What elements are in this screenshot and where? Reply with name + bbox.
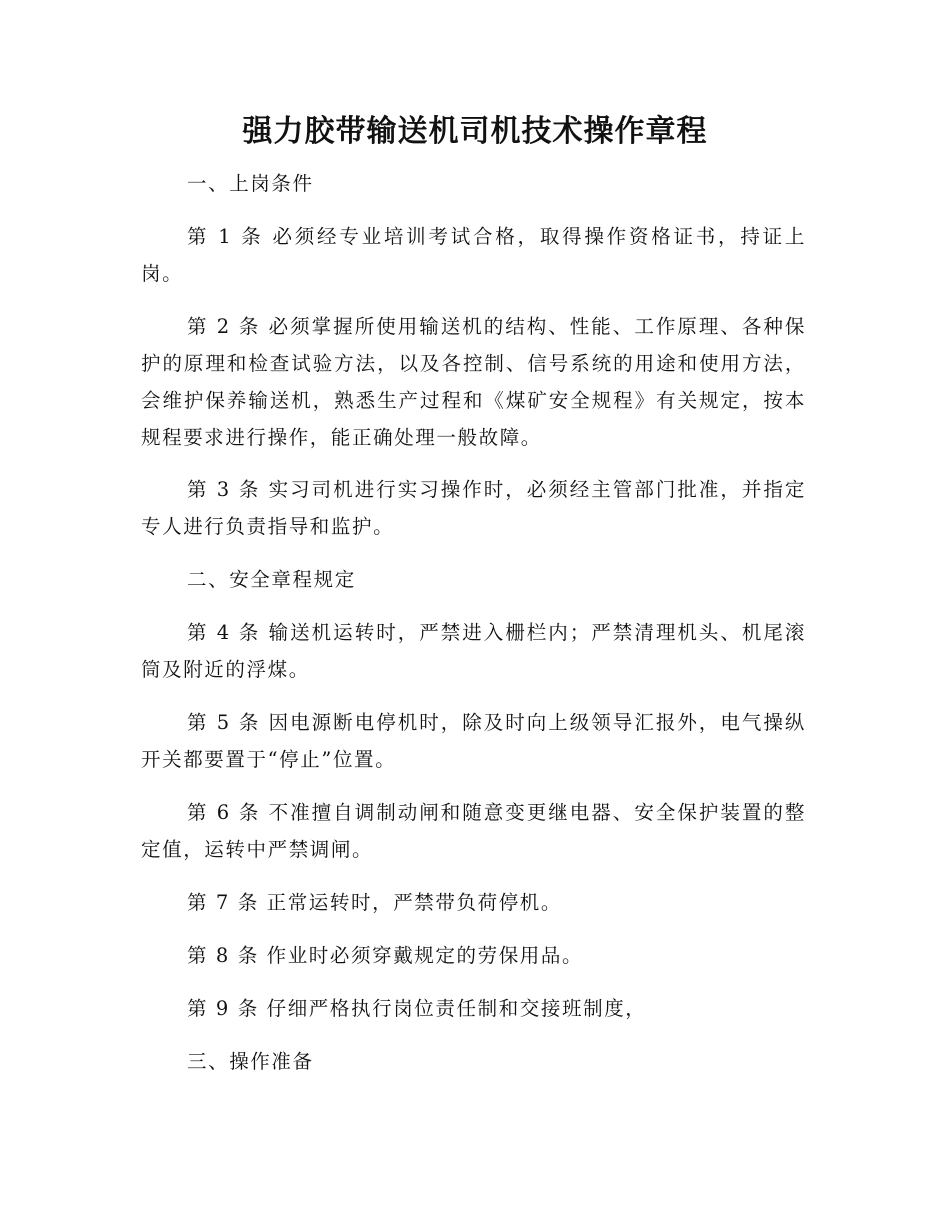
- article-7: 第 7 条 正常运转时，严禁带负荷停机。: [187, 891, 563, 914]
- section-heading-2: 二、安全章程规定: [187, 568, 356, 591]
- section-heading-1: 一、上岗条件: [187, 172, 314, 195]
- article-1: 第 1 条 必须经专业培训考试合格，取得操作资格证书，持证上岗。: [141, 225, 806, 285]
- section-heading-3: 三、操作准备: [187, 1050, 314, 1073]
- document-title: 强力胶带输送机司机技术操作章程: [242, 114, 708, 149]
- article-6: 第 6 条 不准擅自调制动闸和随意变更继电器、安全保护装置的整定值，运转中严禁调闸。: [141, 801, 806, 861]
- article-8: 第 8 条 作业时必须穿戴规定的劳保用品。: [187, 944, 584, 967]
- article-3: 第 3 条 实习司机进行实习操作时，必须经主管部门批准，并指定专人进行负责指导和监护。: [141, 478, 806, 538]
- article-2: 第 2 条 必须掌握所使用输送机的结构、性能、工作原理、各种保护的原理和检查试验方法，以及各控制、信号系统的用途和使用方法，会维护保养输送机，熟悉生产过程和《煤矿安全规程》有关规定，按本规程要求进行操作，能正确处理一般故障。: [141, 315, 806, 449]
- article-5: 第 5 条 因电源断电停机时，除及时向上级领导汇报外，电气操纵开关都要置于“停止”位置。: [141, 711, 806, 771]
- article-9: 第 9 条 仔细严格执行岗位责任制和交接班制度，: [187, 997, 647, 1020]
- article-4: 第 4 条 输送机运转时，严禁进入栅栏内；严禁清理机头、机尾滚筒及附近的浮煤。: [141, 621, 806, 681]
